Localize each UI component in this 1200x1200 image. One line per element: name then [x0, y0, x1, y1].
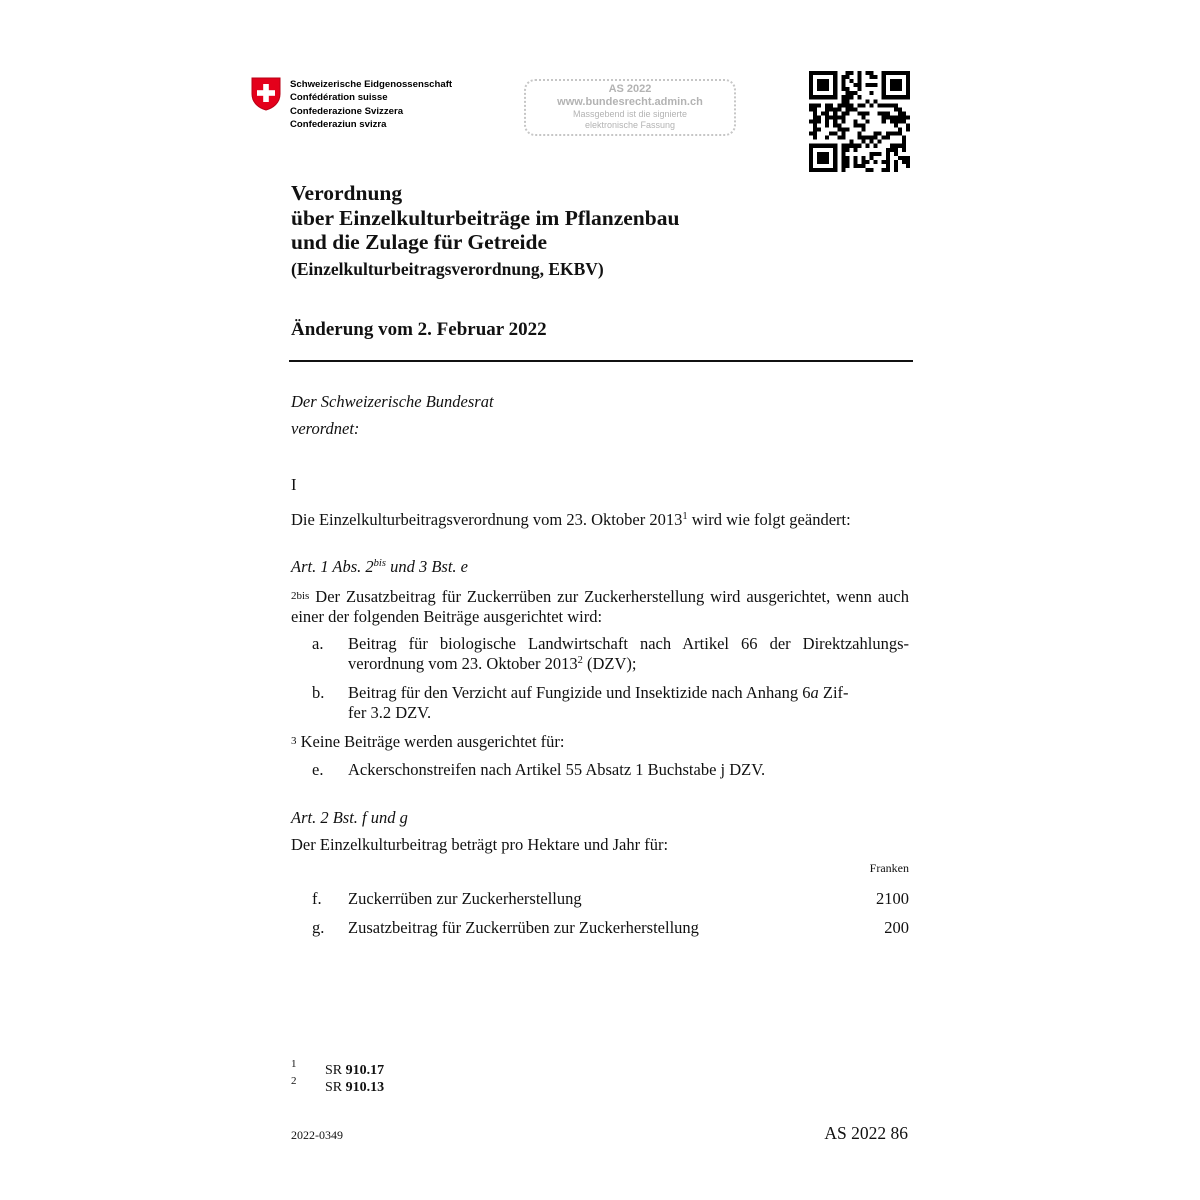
amendment-date: Änderung vom 2. Februar 2022 — [291, 319, 547, 340]
preamble-authority: Der Schweizerische Bundesrat — [291, 392, 494, 411]
confederation-line-de: Schweizerische Eidgenossenschaft — [290, 79, 453, 90]
list-label: e. — [312, 760, 324, 779]
title-line-2: über Einzelkulturbeiträge im Pflanzenbau — [291, 205, 680, 230]
stamp-note-2: elektronische Fassung — [584, 120, 676, 130]
title-divider — [289, 360, 913, 362]
para-number: 3 — [291, 735, 297, 747]
row-amount: 2100 — [876, 889, 909, 908]
para-number: 2bis — [291, 590, 310, 602]
footnote-ref-1[interactable]: 1 — [682, 511, 688, 522]
art1-para-3: 3 Keine Beiträge werden ausgerichtet für: — [291, 732, 565, 751]
footnote-ref-2[interactable]: 2 — [577, 655, 583, 666]
row-amount: 200 — [884, 918, 909, 937]
swiss-cross-icon — [251, 77, 281, 111]
title-line-3: und die Zulage für Getreide — [291, 230, 548, 254]
title-line-1: Verordnung — [291, 181, 403, 205]
row-text: Zusatzbeitrag für Zuckerrüben zur Zuckerherstellung — [348, 918, 699, 937]
confederation-line-rm: Confederaziun svizra — [290, 119, 387, 131]
footnote-number: 2 — [291, 1075, 297, 1087]
section-number: I — [291, 475, 297, 494]
row-text: Zuckerrüben zur Zuckerherstellung — [348, 889, 582, 908]
footnote-number: 1 — [291, 1058, 297, 1070]
document-title — [291, 181, 679, 255]
confederation-line-fr: Confédération suisse — [290, 92, 388, 104]
document-number: 2022-0349 — [291, 1128, 343, 1142]
confederation-lines — [290, 78, 452, 132]
stamp-note-1: Massgebend ist die signierte — [572, 109, 688, 119]
official-stamp — [524, 79, 736, 136]
document-subtitle: (Einzelkulturbeitragsverordnung, EKBV) — [291, 259, 604, 279]
official-collection-ref: AS 2022 86 — [824, 1123, 908, 1143]
list-item-a: a. Beitrag für biologische Landwirtschaft nach Artikel 66 der Direktzahlungs- verordnung vom 23. Oktober 2013$^2$ (DZV); — [312, 634, 909, 673]
art2-intro: Der Einzelkulturbeitrag beträgt pro Hektare und Jahr für: — [291, 835, 669, 854]
qr-code-icon — [809, 71, 910, 172]
stamp-url: www.bundesrecht.admin.ch — [557, 96, 703, 108]
stamp-as: AS 2022 — [608, 83, 652, 95]
preamble-decree: verordnet: — [291, 419, 360, 438]
table-row — [291, 889, 909, 909]
list-label: b. — [312, 683, 325, 702]
art1-heading: Art. 1 Abs. $2^{bis}$ und 3 Bst. e — [291, 557, 468, 576]
row-label: f. — [312, 889, 322, 908]
intro-sentence: Die Einzelkulturbeitragsverordnung vom 23. Oktober 2013$^1$ wird wie folgt geändert: — [291, 510, 851, 529]
row-label: g. — [312, 918, 325, 937]
art2-heading: Art. 2 Bst. f und g — [291, 808, 408, 827]
list-item-e: e. Ackerschonstreifen nach Artikel 55 Absatz 1 Buchstabe j DZV. — [312, 760, 766, 779]
list-label: a. — [312, 634, 324, 653]
currency-unit: Franken — [869, 861, 909, 875]
confederation-line-it: Confederazione Svizzera — [290, 105, 404, 117]
art1-para-2bis: 2bis Der Zusatzbeitrag für Zuckerrüben zur Zuckerherstellung wird ausgerichtet, wenn auch einer der folgenden Beiträge ausgerichtet wird: — [291, 587, 909, 626]
list-item-b: b. Beitrag für den Verzicht auf Fungizide und Insektizide nach Anhang 6a Zif- fer 3.2 DZV. — [312, 683, 849, 722]
table-row — [291, 918, 909, 938]
